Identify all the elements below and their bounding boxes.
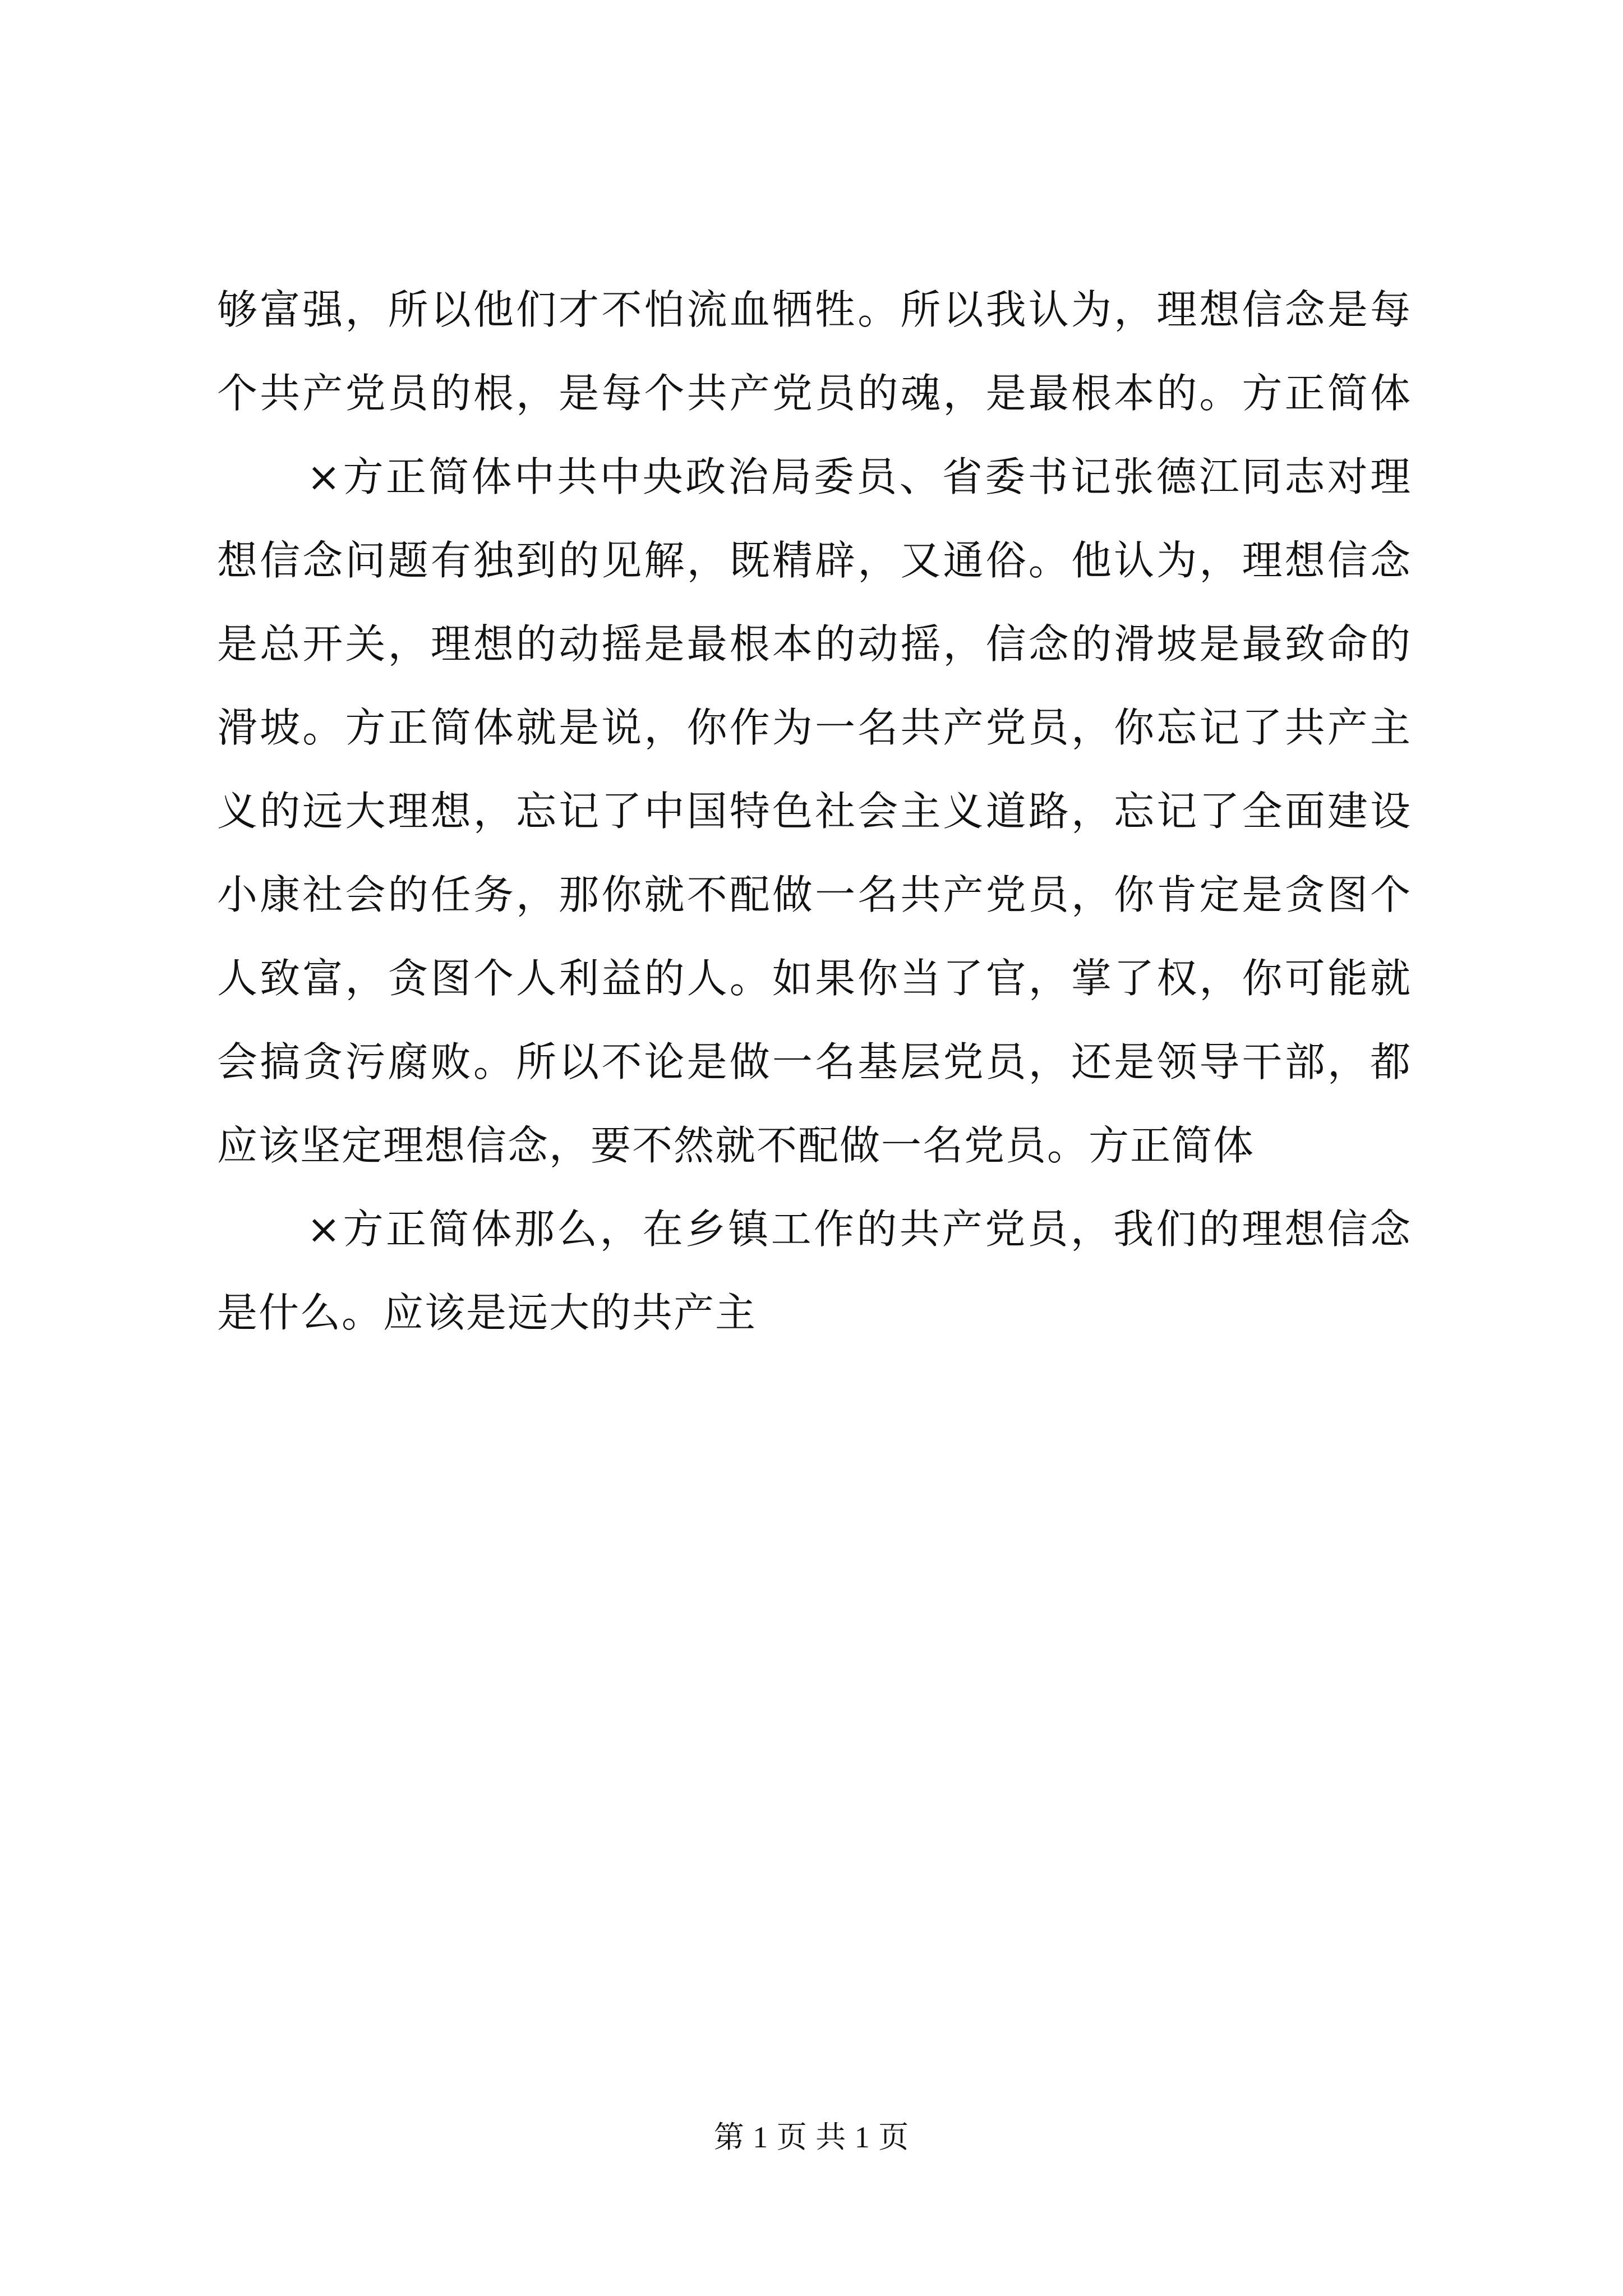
text-line: 个共产党员的根，是每个共产党员的魂，是最根本的。方正简体 xyxy=(217,370,1412,417)
text-line: 义的远大理想，忘记了中国特色社会主义道路，忘记了全面建设 xyxy=(217,788,1412,835)
text-line: 会搞贪污腐败。所以不论是做一名基层党员，还是领导干部，都 xyxy=(217,1038,1412,1085)
text-line: 想信念问题有独到的见解，既精辟，又通俗。他认为，理想信念 xyxy=(217,537,1412,584)
text-line: 是总开关，理想的动摇是最根本的动摇，信念的滑坡是最致命的 xyxy=(217,620,1412,668)
text-line: 小康社会的任务，那你就不配做一名共产党员，你肯定是贪图个 xyxy=(217,871,1412,918)
body-text xyxy=(217,268,1412,1355)
text-line: ×方正简体中共中央政治局委员、省委书记张德江同志对理 xyxy=(307,453,1412,500)
page-footer: 第 1 页 共 1 页 xyxy=(713,2120,910,2154)
text-line: ×方正简体那么，在乡镇工作的共产党员，我们的理想信念 xyxy=(307,1205,1412,1253)
text-line: 是什么。应该是远大的共产主 xyxy=(217,1289,757,1336)
text-line: 够富强，所以他们才不怕流血牺牲。所以我认为，理想信念是每 xyxy=(217,286,1412,333)
text-line: 人致富，贪图个人利益的人。如果你当了官，掌了权，你可能就 xyxy=(217,955,1412,1002)
text-line: 应该坚定理想信念，要不然就不配做一名党员。方正简体 xyxy=(217,1122,1255,1169)
text-line: 滑坡。方正简体就是说，你作为一名共产党员，你忘记了共产主 xyxy=(217,704,1412,751)
